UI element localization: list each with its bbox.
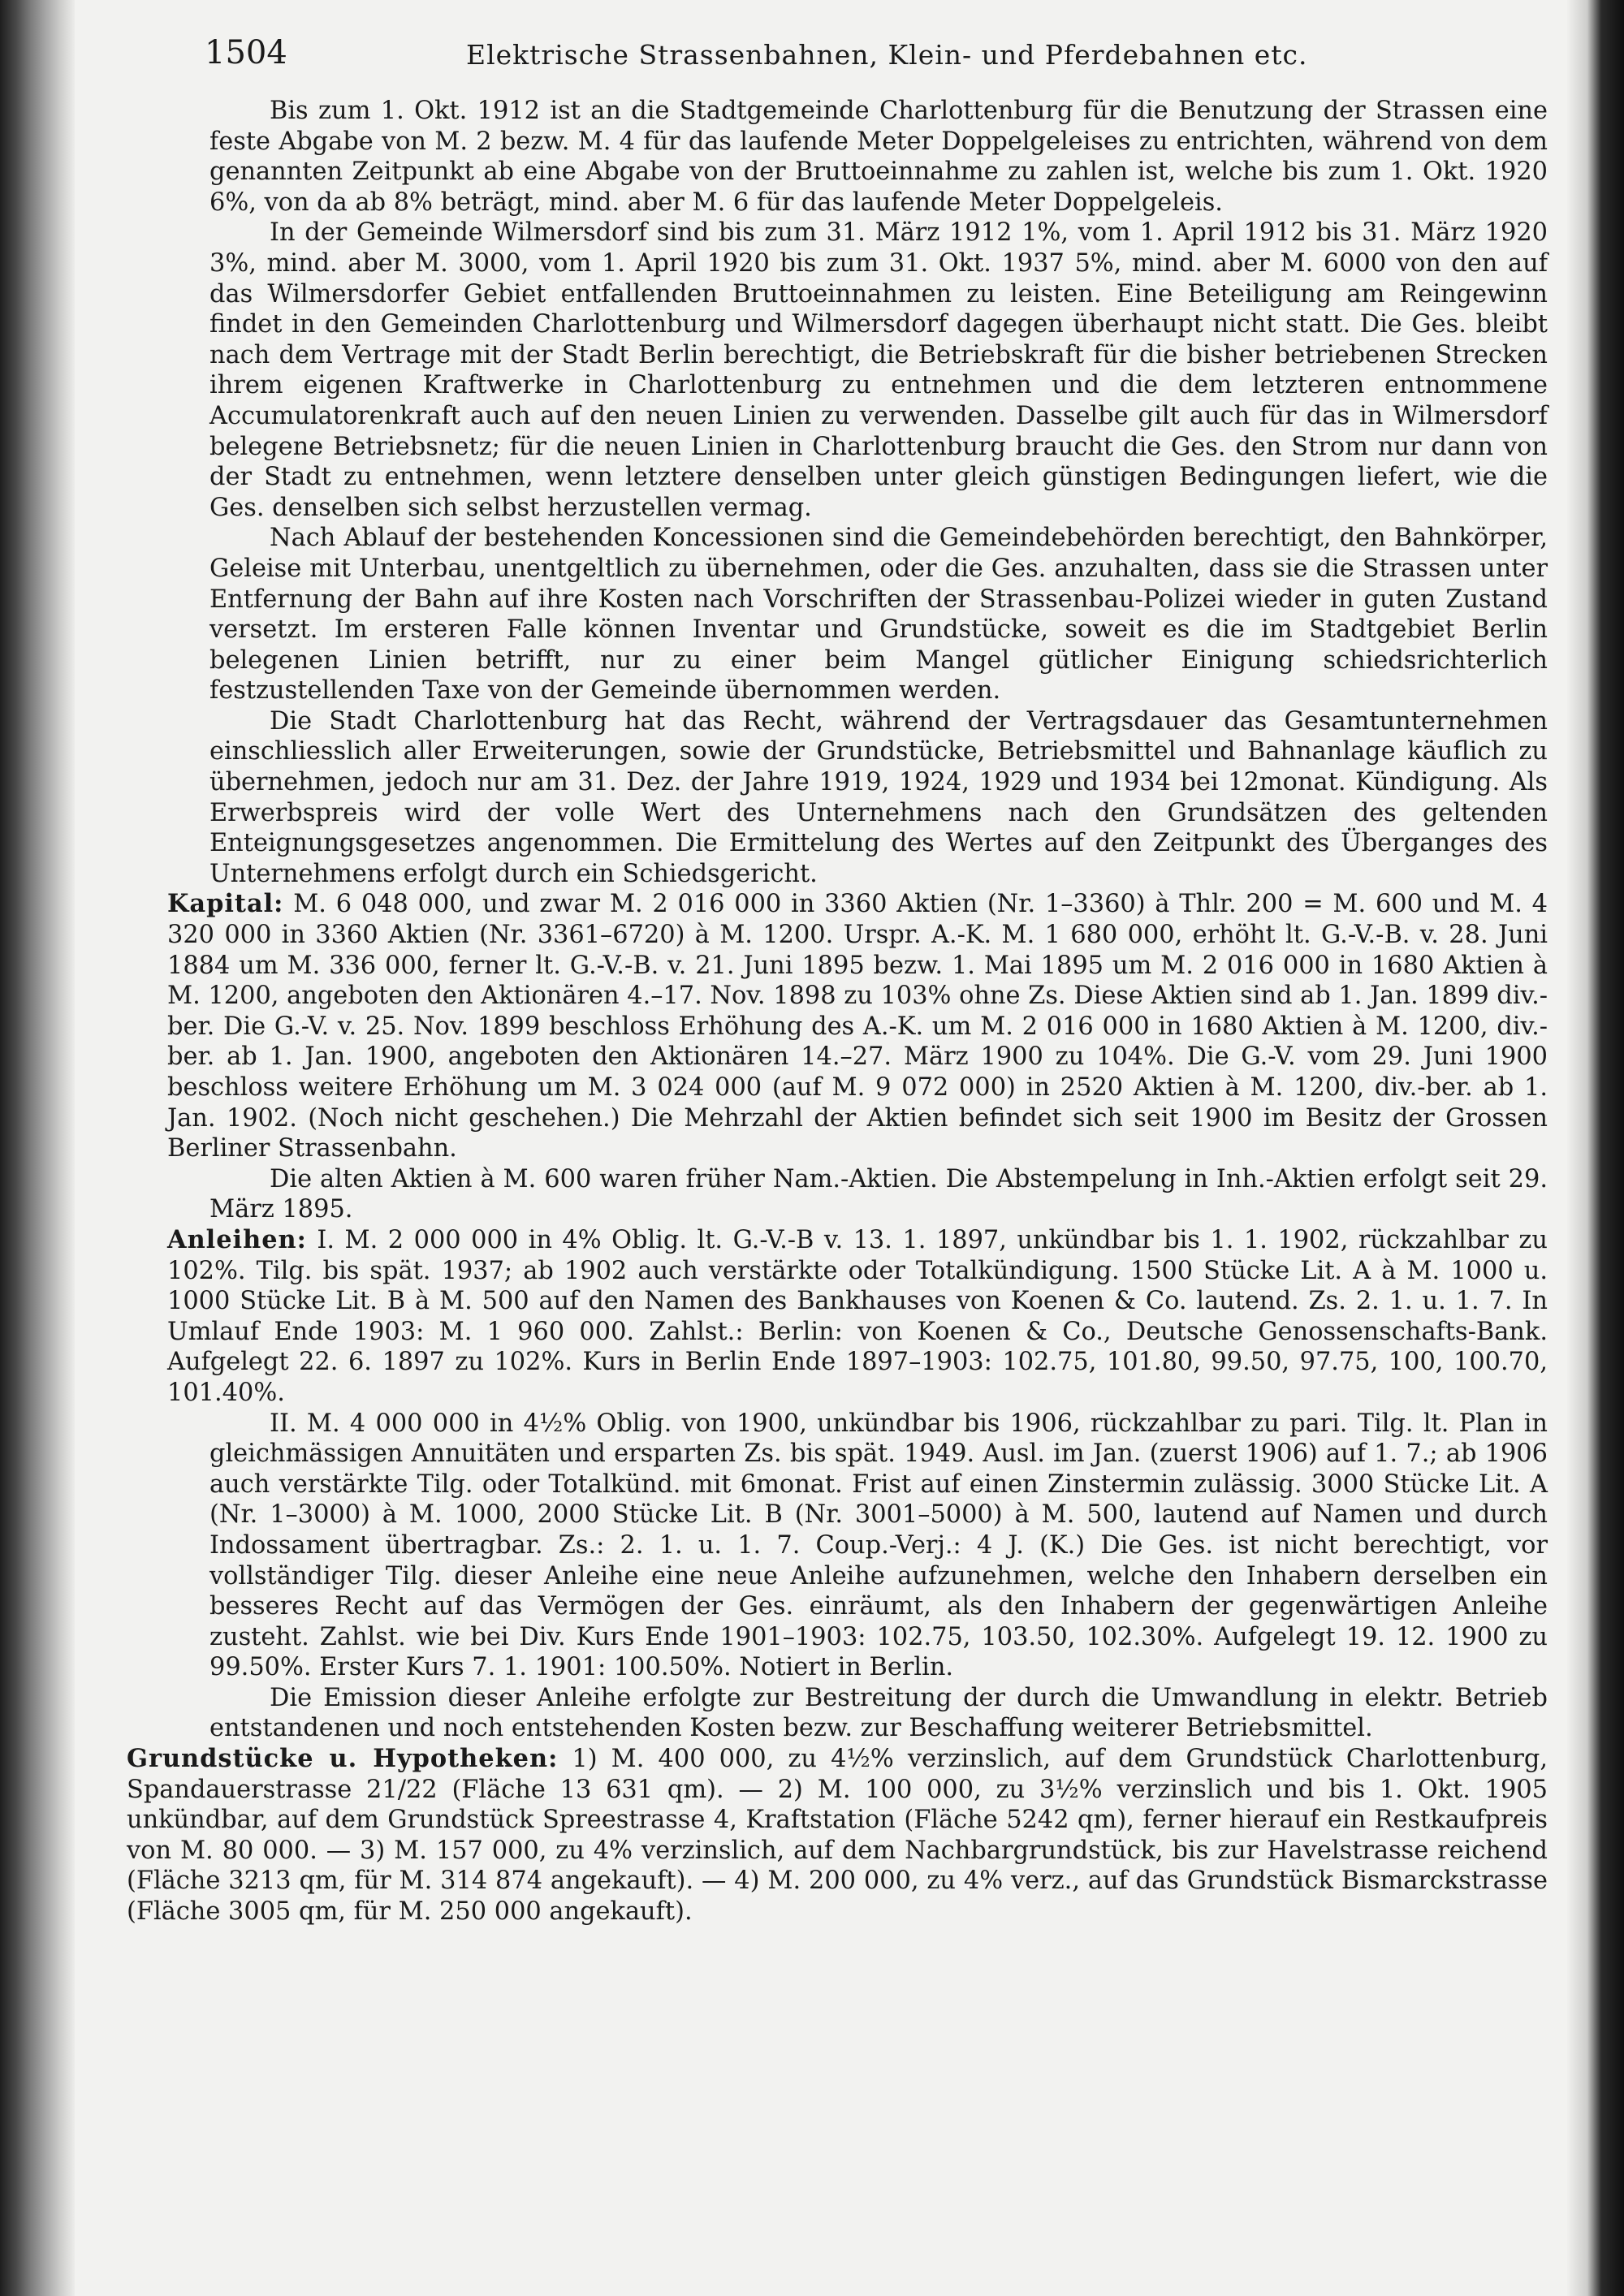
section-grundstuecke xyxy=(127,1744,1548,1927)
section-text: II. M. 4 000 000 in 4½% Oblig. von 1900, unkündbar bis 1906, rückzahlbar zu pari. Tilg. lt. Plan in gleichmässigen Annuitäten und ersparten Zs. bis spät. 1949. Ausl. im Jan. (zuerst 1906) auf 1. 7.; ab 1906 auch verstärkte Tilg. oder Totalkünd. mit 6monat. Frist auf einen Zinstermin zulässig. 3000 Stücke Lit. A (Nr. 1–3000) à M. 1000, 2000 Stücke Lit. B (Nr. 3001–5000) à M. 500, lautend auf Namen und durch Indossament übertragbar. Zs.: 2. 1. u. 1. 7. Coup.-Verj.: 4 J. (K.) Die Ges. ist nicht berechtigt, vor vollständiger Tilg. dieser Anleihe eine neue Anleihe aufzunehmen, welche den Inhabern derselben ein besseres Recht auf das Vermögen der Ges. einräumt, als den Inhabern der gegenwärtigen Anleihe zusteht. Zahlst. wie bei Div. Kurs Ende 1901–1903: 102.75, 103.50, 102.30%. Aufgelegt 19. 12. 1900 zu 99.50%. Erster Kurs 7. 1. 1901: 100.50%. Notiert in Berlin. xyxy=(209,1409,1548,1682)
section-text: Die alten Aktien à M. 600 waren früher Nam.-Aktien. Die Abstempelung in Inh.-Aktien erfolgt seit 29. März 1895. xyxy=(209,1164,1548,1224)
paragraph-emission xyxy=(209,1683,1548,1744)
scan-left-edge xyxy=(0,0,75,2296)
page-header xyxy=(205,31,1548,80)
section-text: Die Emission dieser Anleihe erfolgte zur Bestreitung der durch die Umwandlung in elektr. Betrieb entstandenen und noch entstehenden Kosten bezw. zur Beschaffung weiterer Betriebsmittel. xyxy=(209,1683,1548,1743)
page-number: 1504 xyxy=(205,34,287,71)
section-anleihen xyxy=(167,1225,1548,1409)
section-kapital xyxy=(167,889,1548,1163)
section-text: 1) M. 400 000, zu 4½% verzinslich, auf dem Grundstück Charlottenburg, Spandauerstrasse 21/22 (Fläche 13 631 qm). — 2) M. 100 000, zu 3½% verzinslich und bis 1. Okt. 1905 unkündbar, auf dem Grundstück Spreestrasse 4, Kraftstation (Fläche 5242 qm), ferner hierauf ein Restkaufpreis von M. 80 000. — 3) M. 157 000, zu 4% verzinslich, auf dem Nachbargrundstück, bis zur Havelstrasse reichend (Fläche 3213 qm, für M. 314 874 angekauft). — 4) M. 200 000, zu 4% verz., auf das Grundstück Bismarckstrasse (Fläche 3005 qm, für M. 250 000 angekauft). xyxy=(127,1745,1548,1927)
paragraph-anleihe-ii xyxy=(209,1409,1548,1683)
paragraph-abgabe-charlottenburg: Bis zum 1. Okt. 1912 ist an die Stadtgemeinde Charlottenburg für die Benutzung der Strassen eine feste Abgabe von M. 2 bezw. M. 4 für das laufende Meter Doppelgeleises zu entrichten, während von dem genannten Zeitpunkt ab eine Abgabe von der Bruttoeinnahme zu zahlen ist, welche bis zum 1. Okt. 1920 6%, von da ab 8% beträgt, mind. aber M. 6 für das laufende Meter Doppelgeleis. xyxy=(209,97,1548,217)
running-title: Elektrische Strassenbahnen, Klein- und Pferdebahnen etc. xyxy=(466,39,1308,71)
section-label: Anleihen: xyxy=(167,1224,307,1254)
section-label: Grundstücke u. Hypotheken: xyxy=(127,1744,559,1774)
paragraph-uebernahme: Die Stadt Charlottenburg hat das Recht, während der Vertragsdauer das Gesamtunternehmen einschliesslich aller Erweiterungen, sowie der Grundstücke, Betriebsmittel und Bahnanlage käuflich zu übernehmen, jedoch nur am 31. Dez. der Jahre 1919, 1924, 1929 und 1934 bei 12monat. Kündigung. Als Erwerbspreis wird der volle Wert des Unternehmens nach den Grundsätzen des geltenden Enteignungsgesetzes angenommen. Die Ermittelung des Wertes auf den Zeitpunkt des Überganges des Unternehmens erfolgt durch ein Schiedsgericht. xyxy=(209,706,1548,888)
document-page xyxy=(127,31,1548,1927)
scan-right-edge xyxy=(1567,0,1624,2296)
paragraph-koncessionen: Nach Ablauf der bestehenden Koncessionen sind die Gemeindebehörden berechtigt, den Bahnkörper, Geleise mit Unterbau, unentgeltlich zu übernehmen, oder die Ges. anzuhalten, dass sie die Strassen unter Entfernung der Bahn auf ihre Kosten nach Vorschriften der Strassenbau-Polizei wieder in guten Zustand versetzt. Im ersteren Falle können Inventar und Grundstücke, soweit es die im Stadtgebiet Berlin belegenen Linien betrifft, nur zu einer beim Mangel gütlicher Einigung schiedsrichterlich festzustellenden Taxe von der Gemeinde übernommen werden. xyxy=(209,524,1548,706)
paragraph-wilmersdorf: In der Gemeinde Wilmersdorf sind bis zum 31. März 1912 1%, vom 1. April 1912 bis 31. März 1920 3%, mind. aber M. 3000, vom 1. April 1920 bis zum 31. Okt. 1937 5%, mind. aber M. 6000 von den auf das Wilmersdorfer Gebiet entfallenden Bruttoeinnahmen zu leisten. Eine Beteiligung am Reingewinn findet in den Gemeinden Charlottenburg und Wilmersdorf dagegen überhaupt nicht statt. Die Ges. bleibt nach dem Vertrage mit der Stadt Berlin berechtigt, die Betriebskraft für die bisher betriebenen Strecken ihrem eigenen Kraftwerke in Charlottenburg zu entnehmen und die dem letzteren entnommene Accumulatorenkraft auch auf den neuen Linien zu verwenden. Dasselbe gilt auch für das in Wilmersdorf belegene Betriebsnetz; für die neuen Linien in Charlottenburg braucht die Ges. den Strom nur dann von der Stadt zu entnehmen, wenn letztere denselben unter gleich günstigen Bedingungen liefert, wie die Ges. denselben sich selbst herzustellen vermag. xyxy=(209,218,1548,522)
body-text xyxy=(127,96,1548,1927)
section-text: M. 6 048 000, und zwar M. 2 016 000 in 3360 Aktien (Nr. 1–3360) à Thlr. 200 = M. 600 und M. 4 320 000 in 3360 Aktien (Nr. 3361–6720) à M. 1200. Urspr. A.-K. M. 1 680 000, erhöht lt. G.-V.-B. v. 28. Juni 1884 um M. 336 000, ferner lt. G.-V.-B. v. 21. Juni 1895 bezw. 1. Mai 1895 um M. 2 016 000 in 1680 Aktien à M. 1200, angeboten den Aktionären 4.–17. Nov. 1898 zu 103% ohne Zs. Diese Aktien sind ab 1. Jan. 1899 div.-ber. Die G.-V. v. 25. Nov. 1899 beschloss Erhöhung des A.-K. um M. 2 016 000 in 1680 Aktien à M. 1200, div.-ber. ab 1. Jan. 1900, angeboten den Aktionären 14.–27. März 1900 zu 104%. Die G.-V. vom 29. Juni 1900 beschloss weitere Erhöhung um M. 3 024 000 (auf M. 9 072 000) in 2520 Aktien à M. 1200, div.-ber. ab 1. Jan. 1902. (Noch nicht geschehen.) Die Mehrzahl der Aktien befindet sich seit 1900 im Besitz der Grossen Berliner Strassenbahn. xyxy=(167,890,1548,1163)
section-text: I. M. 2 000 000 in 4% Oblig. lt. G.-V.-B v. 13. 1. 1897, unkündbar bis 1. 1. 1902, rückzahlbar zu 102%. Tilg. bis spät. 1937; ab 1902 auch verstärkte oder Totalkündigung. 1500 Stücke Lit. A à M. 1000 u. 1000 Stücke Lit. B à M. 500 auf den Namen des Bankhauses von Koenen & Co. lautend. Zs. 2. 1. u. 1. 7. In Umlauf Ende 1903: M. 1 960 000. Zahlst.: Berlin: von Koenen & Co., Deutsche Genossenschafts-Bank. Aufgelegt 22. 6. 1897 zu 102%. Kurs in Berlin Ende 1897–1903: 102.75, 101.80, 99.50, 97.75, 100, 100.70, 101.40%. xyxy=(167,1225,1548,1407)
section-label: Kapital: xyxy=(167,889,284,919)
paragraph-alte-aktien xyxy=(209,1164,1548,1225)
